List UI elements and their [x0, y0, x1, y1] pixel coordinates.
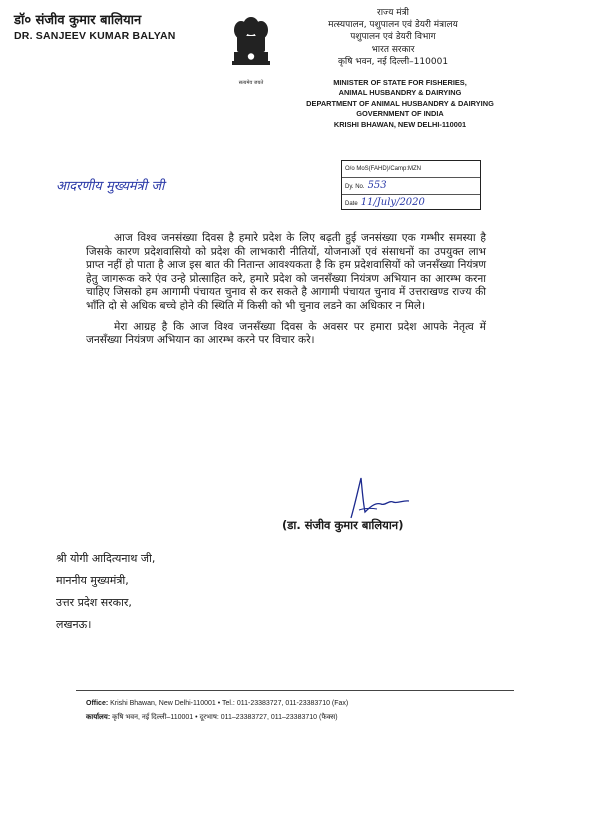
- body-paragraph: मेरा आग्रह है कि आज विश्व जनसँख्या दिवस के अवसर पर हमारा प्रदेश आपके नेतृत्व में जनसँख्या नियंत्रण अभियान का आरम्भ करने पर विचार करे।: [86, 320, 486, 347]
- emblem-motto: सत्यमेव जयते: [238, 80, 264, 86]
- office-designation-english: [295, 78, 505, 130]
- office-line: कृषि भवन, नई दिल्ली–110001: [337, 56, 449, 67]
- salutation: आदरणीय मुख्यमंत्री जी: [56, 179, 165, 194]
- stamp-office-code: O/o MoS(FAHD)/Camp:MZN: [342, 161, 480, 178]
- footer-hindi: [86, 711, 526, 725]
- national-emblem-icon: [228, 10, 274, 82]
- footer-en-text: Krishi Bhawan, New Delhi-110001 • Tel.: 011-23383727, 011-23383710 (Fax): [110, 700, 349, 707]
- addressee-line: लखनऊ।: [56, 618, 92, 631]
- office-line: KRISHI BHAWAN, NEW DELHI-110001: [333, 119, 467, 129]
- footer-hi-text: कृषि भवन, नई दिल्ली–110001 • दूरभाष: 011–23383727, 011–23383710 (फैक्स): [112, 714, 338, 721]
- office-line: भारत सरकार: [371, 44, 415, 55]
- footer-english: [86, 697, 526, 711]
- addressee-line: श्री योगी आदित्यनाथ जी,: [56, 552, 156, 565]
- addressee-line: उत्तर प्रदेश सरकार,: [56, 596, 132, 609]
- body-paragraph: आज विश्व जनसंख्या दिवस है हमारे प्रदेश के लिए बढ़ती हुई जनसंख्या एक गम्भीर समस्या है जिसके कारण प्रदेशवासियो को प्रदेश की लाभकारी नीतियों, योजनाओं एवं संसाधनों का उपयुक्त लाभ प्राप्त नहीं हो पाता है आज इस बात की नितान्त आवश्यकता है कि हम प्रदेशवासियों को जनसँख्या नियंत्रण हेतु जागरूक करे एंव उन्हे प्रोत्साहित करे, हमारे प्रदेश को जनसँख्या नियंत्रण अभियान का आरम्भ करना चाहिए जिसको हम आगामी पंचायत चुनाव से कर सकते है आगामी पंचायत चुनाव में उत्तराखण्ड राज्य की भाँति दो से अधिक बच्चे होने की स्थिति में किसी को भी चुनाव लडने का अधिकार न मिले।: [86, 232, 486, 312]
- office-designation-hindi: [283, 7, 503, 68]
- letter-body: [86, 232, 486, 355]
- signatory-name: (डा. संजीव कुमार बालियान): [282, 518, 404, 532]
- stamp-dy-value: 553: [367, 180, 387, 191]
- sender-name-english: DR. SANJEEV KUMAR BALYAN: [14, 30, 176, 42]
- office-line: GOVERNMENT OF INDIA: [356, 109, 444, 119]
- footer-divider: [76, 690, 514, 691]
- footer-hi-label: कार्यालय:: [86, 714, 111, 721]
- office-line: ANIMAL HUSBANDRY & DAIRYING: [338, 88, 462, 98]
- footer-address: [86, 697, 526, 725]
- office-line: MINISTER OF STATE FOR FISHERIES,: [333, 78, 467, 87]
- sender-name-hindi: डॉ० संजीव कुमार बालियान: [14, 13, 142, 28]
- stamp-dy-label: Dy. No.: [345, 184, 365, 190]
- office-line: DEPARTMENT OF ANIMAL HUSBANDRY & DAIRYING: [306, 98, 494, 108]
- stamp-diary-number: [342, 178, 480, 195]
- office-line: मत्स्यपालन, पशुपालन एवं डेयरी मंत्रालय: [328, 20, 458, 31]
- office-line: पशुपालन एवं डेयरी विभाग: [350, 32, 436, 43]
- stamp-date: [342, 195, 480, 211]
- addressee-line: माननीय मुख्यमंत्री,: [56, 574, 129, 587]
- stamp-date-label: Date: [345, 201, 358, 207]
- addressee-block: [56, 548, 155, 636]
- signature-icon: [345, 474, 415, 522]
- diary-stamp: [341, 160, 481, 210]
- stamp-date-value: 11/July/2020: [360, 197, 425, 208]
- office-line: राज्य मंत्री: [377, 8, 409, 18]
- footer-en-label: Office:: [86, 700, 109, 707]
